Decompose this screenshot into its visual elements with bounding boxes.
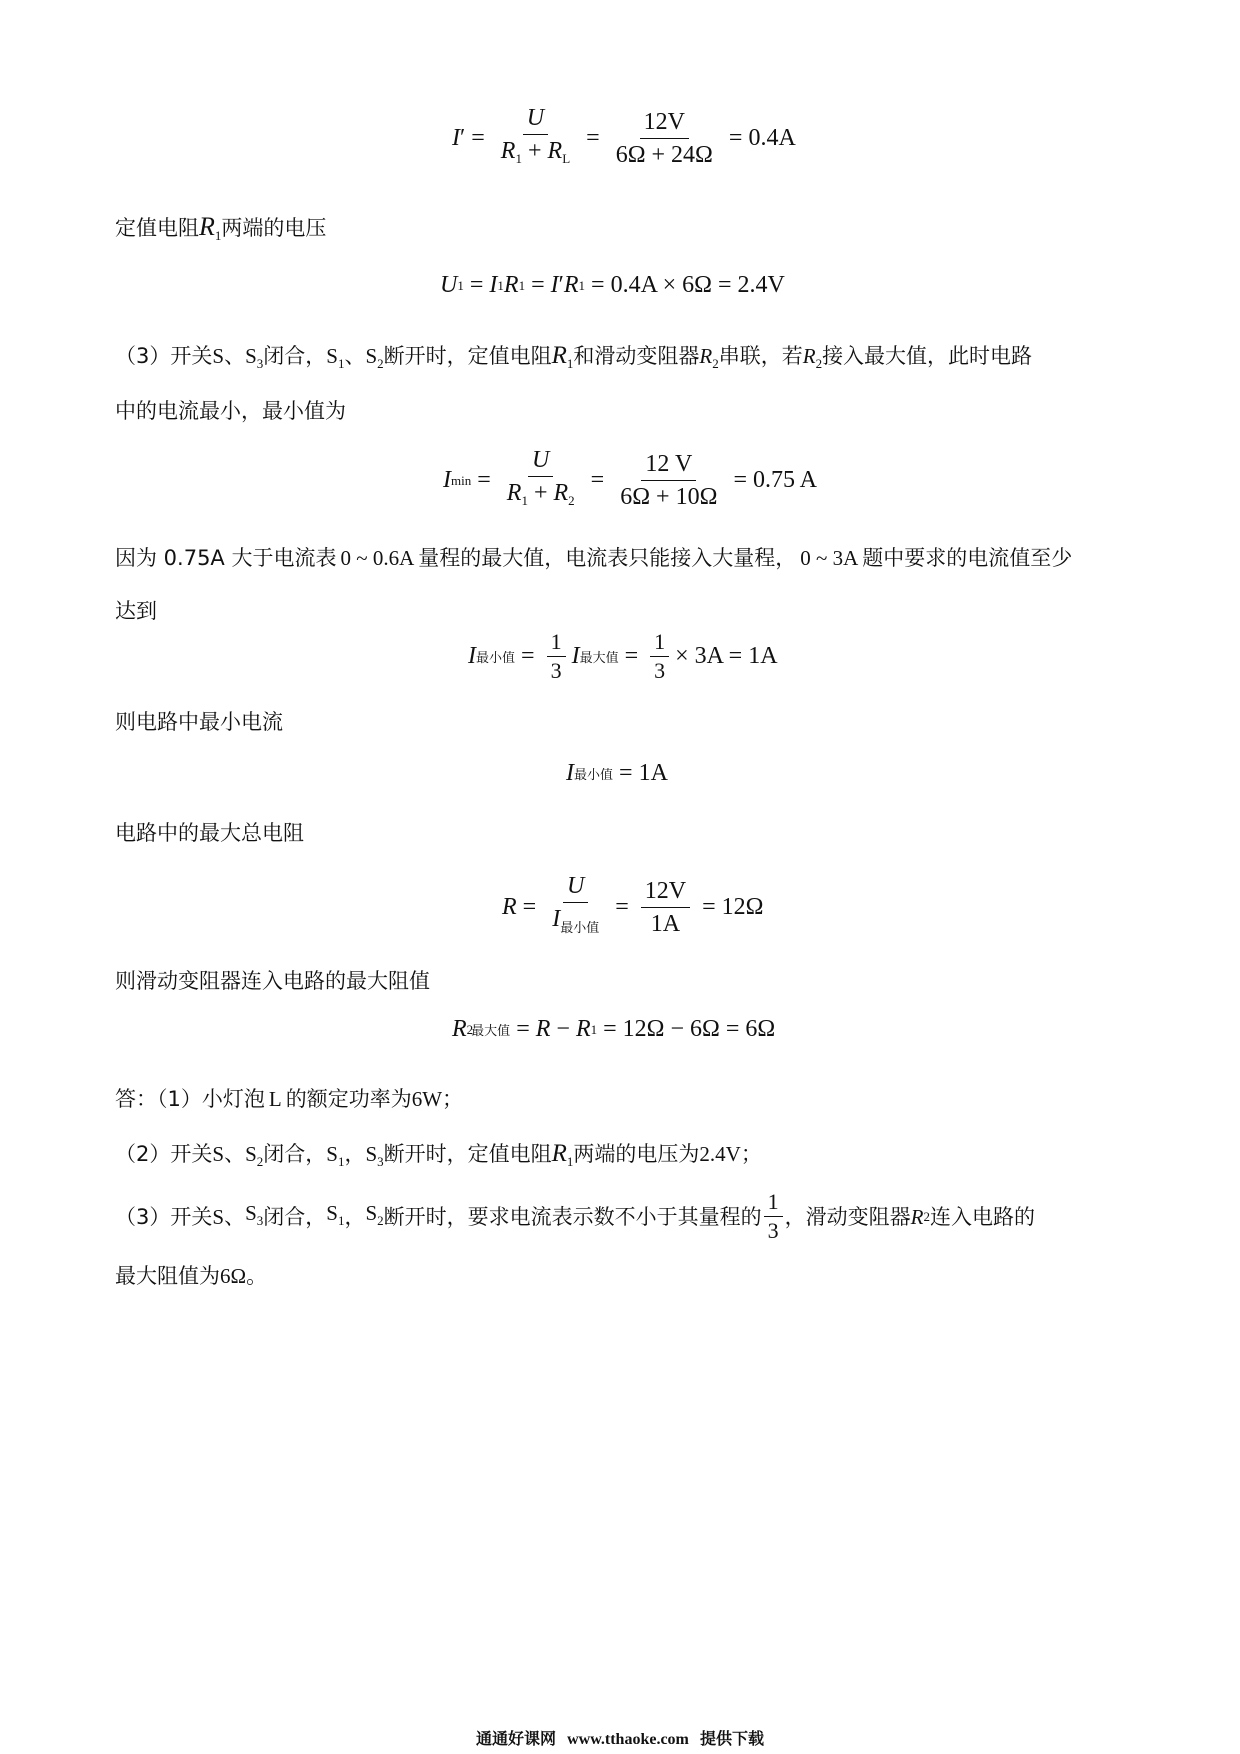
equation-r2-max: R 2 最大值 = R − R 1 = 12Ω − 6Ω = 6Ω — [452, 1016, 776, 1042]
text-answer-3-line1: （3）开关 S 、 $S_3$ 闭合， $S_1$ ， $S_2$ 断开时，要求电流表示数不小于其量程的 $\frac{1}{3}$ ，滑动变阻器 R 2 连入电路的 — [115, 1189, 1035, 1243]
text-because-line1: 因为 0.75A 大于电流表 0 ~ 0.6A 量程的最大值，电流表只能接入大量程， 0 ~ 3A 题中要求的电流值至少 — [115, 546, 1073, 570]
footer-tail: 提供下载 — [699, 1729, 764, 1748]
text-because-line2: 达到 — [115, 599, 157, 623]
text-min-current: 则电路中最小电流 — [115, 710, 283, 734]
page-footer — [0, 1726, 1240, 1749]
text-answer-3-line2: 最大阻值为6Ω。 — [115, 1264, 268, 1288]
text-part3-line1: （3）开关S、$S_3$闭合，$S_1$、$S_2$断开时，定值电阻$R_1$和滑动变阻器$R_2$串联，若$R_2$接入最大值，此时电路 — [115, 342, 1033, 371]
text-slider-max: 则滑动变阻器连入电路的最大阻值 — [115, 969, 430, 993]
footer-brand: 通通好课网 — [476, 1729, 557, 1748]
equation-i-min-1a: I 最小值 = 1A — [566, 760, 668, 786]
text-answer-1: 答：（1）小灯泡 L 的额定功率为6W； — [115, 1087, 464, 1111]
equation-i-min-value: I 最小值 = $\frac{1}{3}$ I 最大值 = $\frac{1}{3}$ × 3A = 1A — [468, 629, 778, 683]
text-max-total-resistance: 电路中的最大总电阻 — [115, 821, 304, 845]
text-r1-voltage-heading: 定值电阻$R_1$两端的电压 — [115, 212, 327, 243]
equation-u1: U 1 = I 1 R 1 = I ′ R 1 = 0.4A × 6Ω = 2.4V — [440, 272, 785, 298]
equation-i-min: I min = $\frac{U}{R_1 + R_2}$ = $\frac{12 V}{6\Omega + 10\Omega}$ = 0.75 A — [443, 447, 817, 510]
text-part3-line2: 中的电流最小，最小值为 — [115, 399, 346, 423]
equation-current-i-prime: I ′ = $\frac{U}{R_1 + R_L}$ = $\frac{12V}{6\Omega + 24\Omega}$ = 0.4A — [452, 105, 796, 168]
text-answer-2: （2）开关S、$S_2$闭合，$S_1$，$S_3$断开时，定值电阻$R_1$两端的电压为2.4V； — [115, 1140, 762, 1169]
footer-url[interactable]: www.tthaoke.com — [567, 1731, 689, 1748]
equation-r-total: R = $\frac{U}{I_{最小值}}$ = $\frac{12V}{1A}$ = 12Ω — [502, 873, 764, 937]
